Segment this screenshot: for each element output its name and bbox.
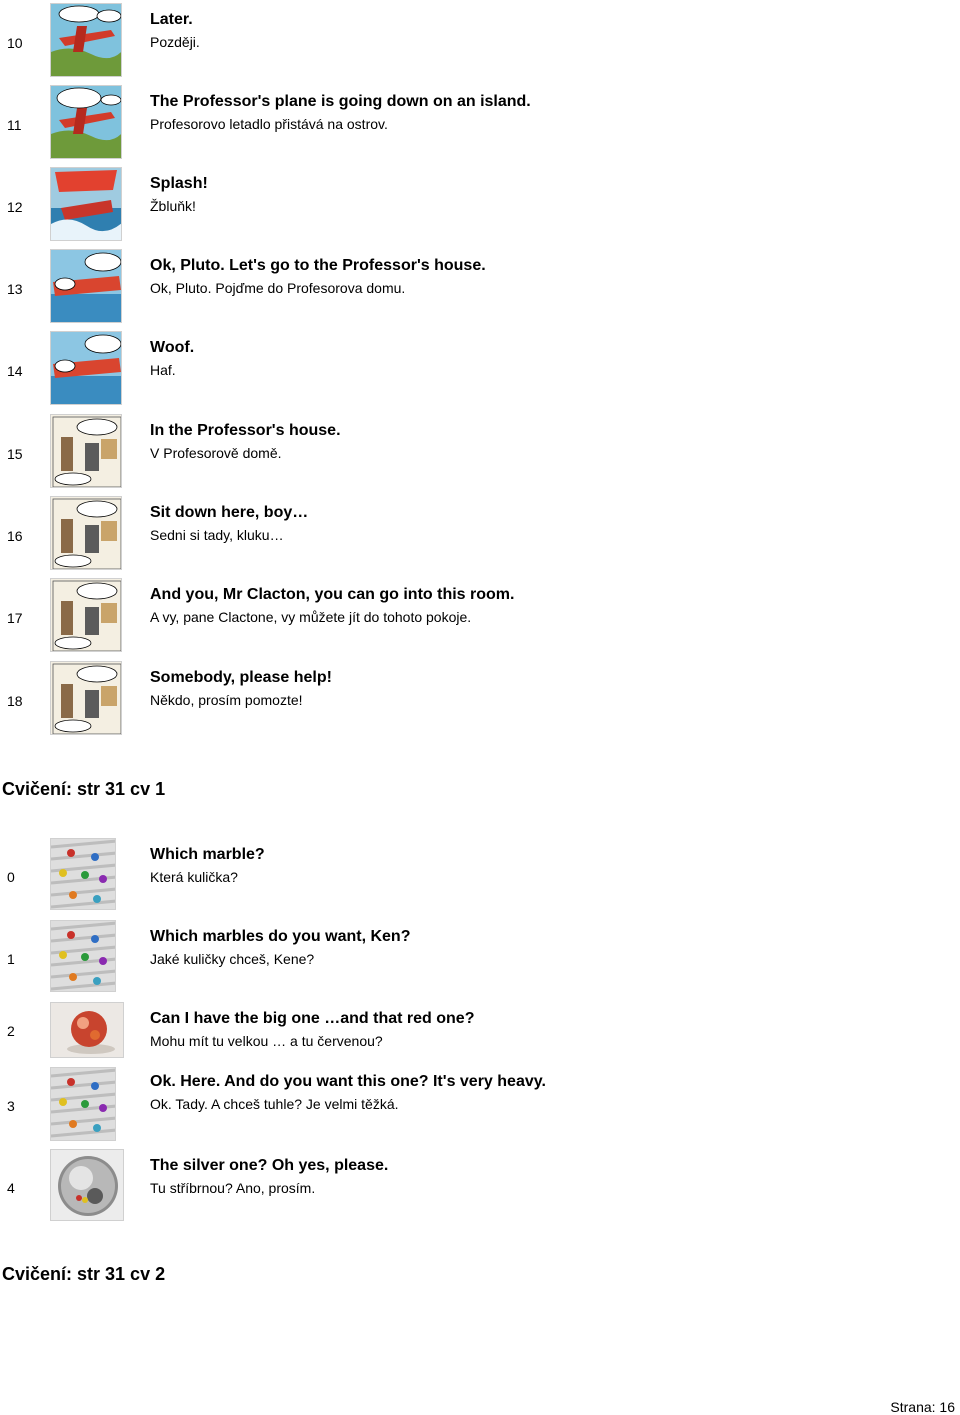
list-item — [0, 1067, 960, 1141]
english-sentence: Ok, Pluto. Let's go to the Professor's house. — [150, 257, 486, 274]
row-number: 1 — [7, 951, 15, 967]
page-number: Strana: 16 — [890, 1399, 955, 1415]
list-item — [0, 1149, 960, 1223]
row-number: 12 — [7, 199, 23, 215]
czech-translation: Sedni si tady, kluku… — [150, 527, 284, 543]
comic-plane-image — [50, 3, 122, 77]
row-number: 16 — [7, 528, 23, 544]
comic-house-image — [50, 414, 122, 488]
english-sentence: Somebody, please help! — [150, 669, 332, 686]
comic-house-image — [50, 578, 122, 652]
list-item — [0, 578, 960, 652]
row-number: 0 — [7, 869, 15, 885]
czech-translation: Ok, Pluto. Pojďme do Profesorova domu. — [150, 280, 406, 296]
english-sentence: Later. — [150, 11, 193, 28]
english-sentence: Can I have the big one …and that red one? — [150, 1010, 475, 1027]
list-item — [0, 249, 960, 323]
czech-translation: A vy, pane Clactone, vy můžete jít do tohoto pokoje. — [150, 609, 472, 625]
english-sentence: Sit down here, boy… — [150, 504, 309, 521]
english-sentence: The silver one? Oh yes, please. — [150, 1157, 389, 1174]
english-sentence: Which marble? — [150, 846, 265, 863]
comic-splash-image — [50, 167, 122, 241]
english-sentence: And you, Mr Clacton, you can go into this room. — [150, 586, 515, 603]
row-number: 14 — [7, 363, 23, 379]
row-number: 2 — [7, 1023, 15, 1039]
english-sentence: Ok. Here. And do you want this one? It's very heavy. — [150, 1073, 546, 1090]
list-item — [0, 167, 960, 241]
row-number: 13 — [7, 281, 23, 297]
comic-house-image — [50, 496, 122, 570]
row-number: 3 — [7, 1098, 15, 1114]
list-item — [0, 920, 960, 994]
czech-translation: Někdo, prosím pomozte! — [150, 692, 303, 708]
czech-translation: Která kulička? — [150, 869, 238, 885]
english-sentence: Which marbles do you want, Ken? — [150, 928, 411, 945]
czech-translation: Později. — [150, 34, 200, 50]
czech-translation: Jaké kuličky chceš, Kene? — [150, 951, 315, 967]
list-item — [0, 85, 960, 159]
czech-translation: Mohu mít tu velkou … a tu červenou? — [150, 1033, 383, 1049]
comic-sea-image — [50, 331, 122, 405]
exercise-heading: Cvičení: str 31 cv 2 — [2, 1264, 166, 1284]
czech-translation: Žbluňk! — [150, 198, 196, 214]
silver-marble-image — [50, 1149, 124, 1221]
czech-translation: Ok. Tady. A chceš tuhle? Je velmi těžká. — [150, 1096, 399, 1112]
row-number: 17 — [7, 610, 23, 626]
comic-plane-image — [50, 85, 122, 159]
list-item — [0, 414, 960, 488]
comic-house-image — [50, 661, 122, 735]
list-item — [0, 1002, 960, 1076]
marbles-image — [50, 1067, 116, 1141]
czech-translation: Tu stříbrnou? Ano, prosím. — [150, 1180, 316, 1196]
list-item — [0, 661, 960, 735]
comic-sea-image — [50, 249, 122, 323]
list-item — [0, 838, 960, 912]
list-item — [0, 3, 960, 77]
row-number: 10 — [7, 35, 23, 51]
row-number: 15 — [7, 446, 23, 462]
marbles-image — [50, 920, 116, 992]
list-item — [0, 496, 960, 570]
row-number: 11 — [7, 117, 22, 133]
row-number: 4 — [7, 1180, 15, 1196]
english-sentence: The Professor's plane is going down on an island. — [150, 93, 531, 110]
list-item — [0, 331, 960, 405]
english-sentence: Woof. — [150, 339, 195, 356]
english-sentence: Splash! — [150, 175, 208, 192]
marbles-image — [50, 838, 116, 910]
row-number: 18 — [7, 693, 23, 709]
exercise-heading: Cvičení: str 31 cv 1 — [2, 779, 166, 799]
red-marble-image — [50, 1002, 124, 1058]
czech-translation: Profesorovo letadlo přistává na ostrov. — [150, 116, 388, 132]
czech-translation: V Profesorově domě. — [150, 445, 282, 461]
english-sentence: In the Professor's house. — [150, 422, 341, 439]
czech-translation: Haf. — [150, 362, 176, 378]
